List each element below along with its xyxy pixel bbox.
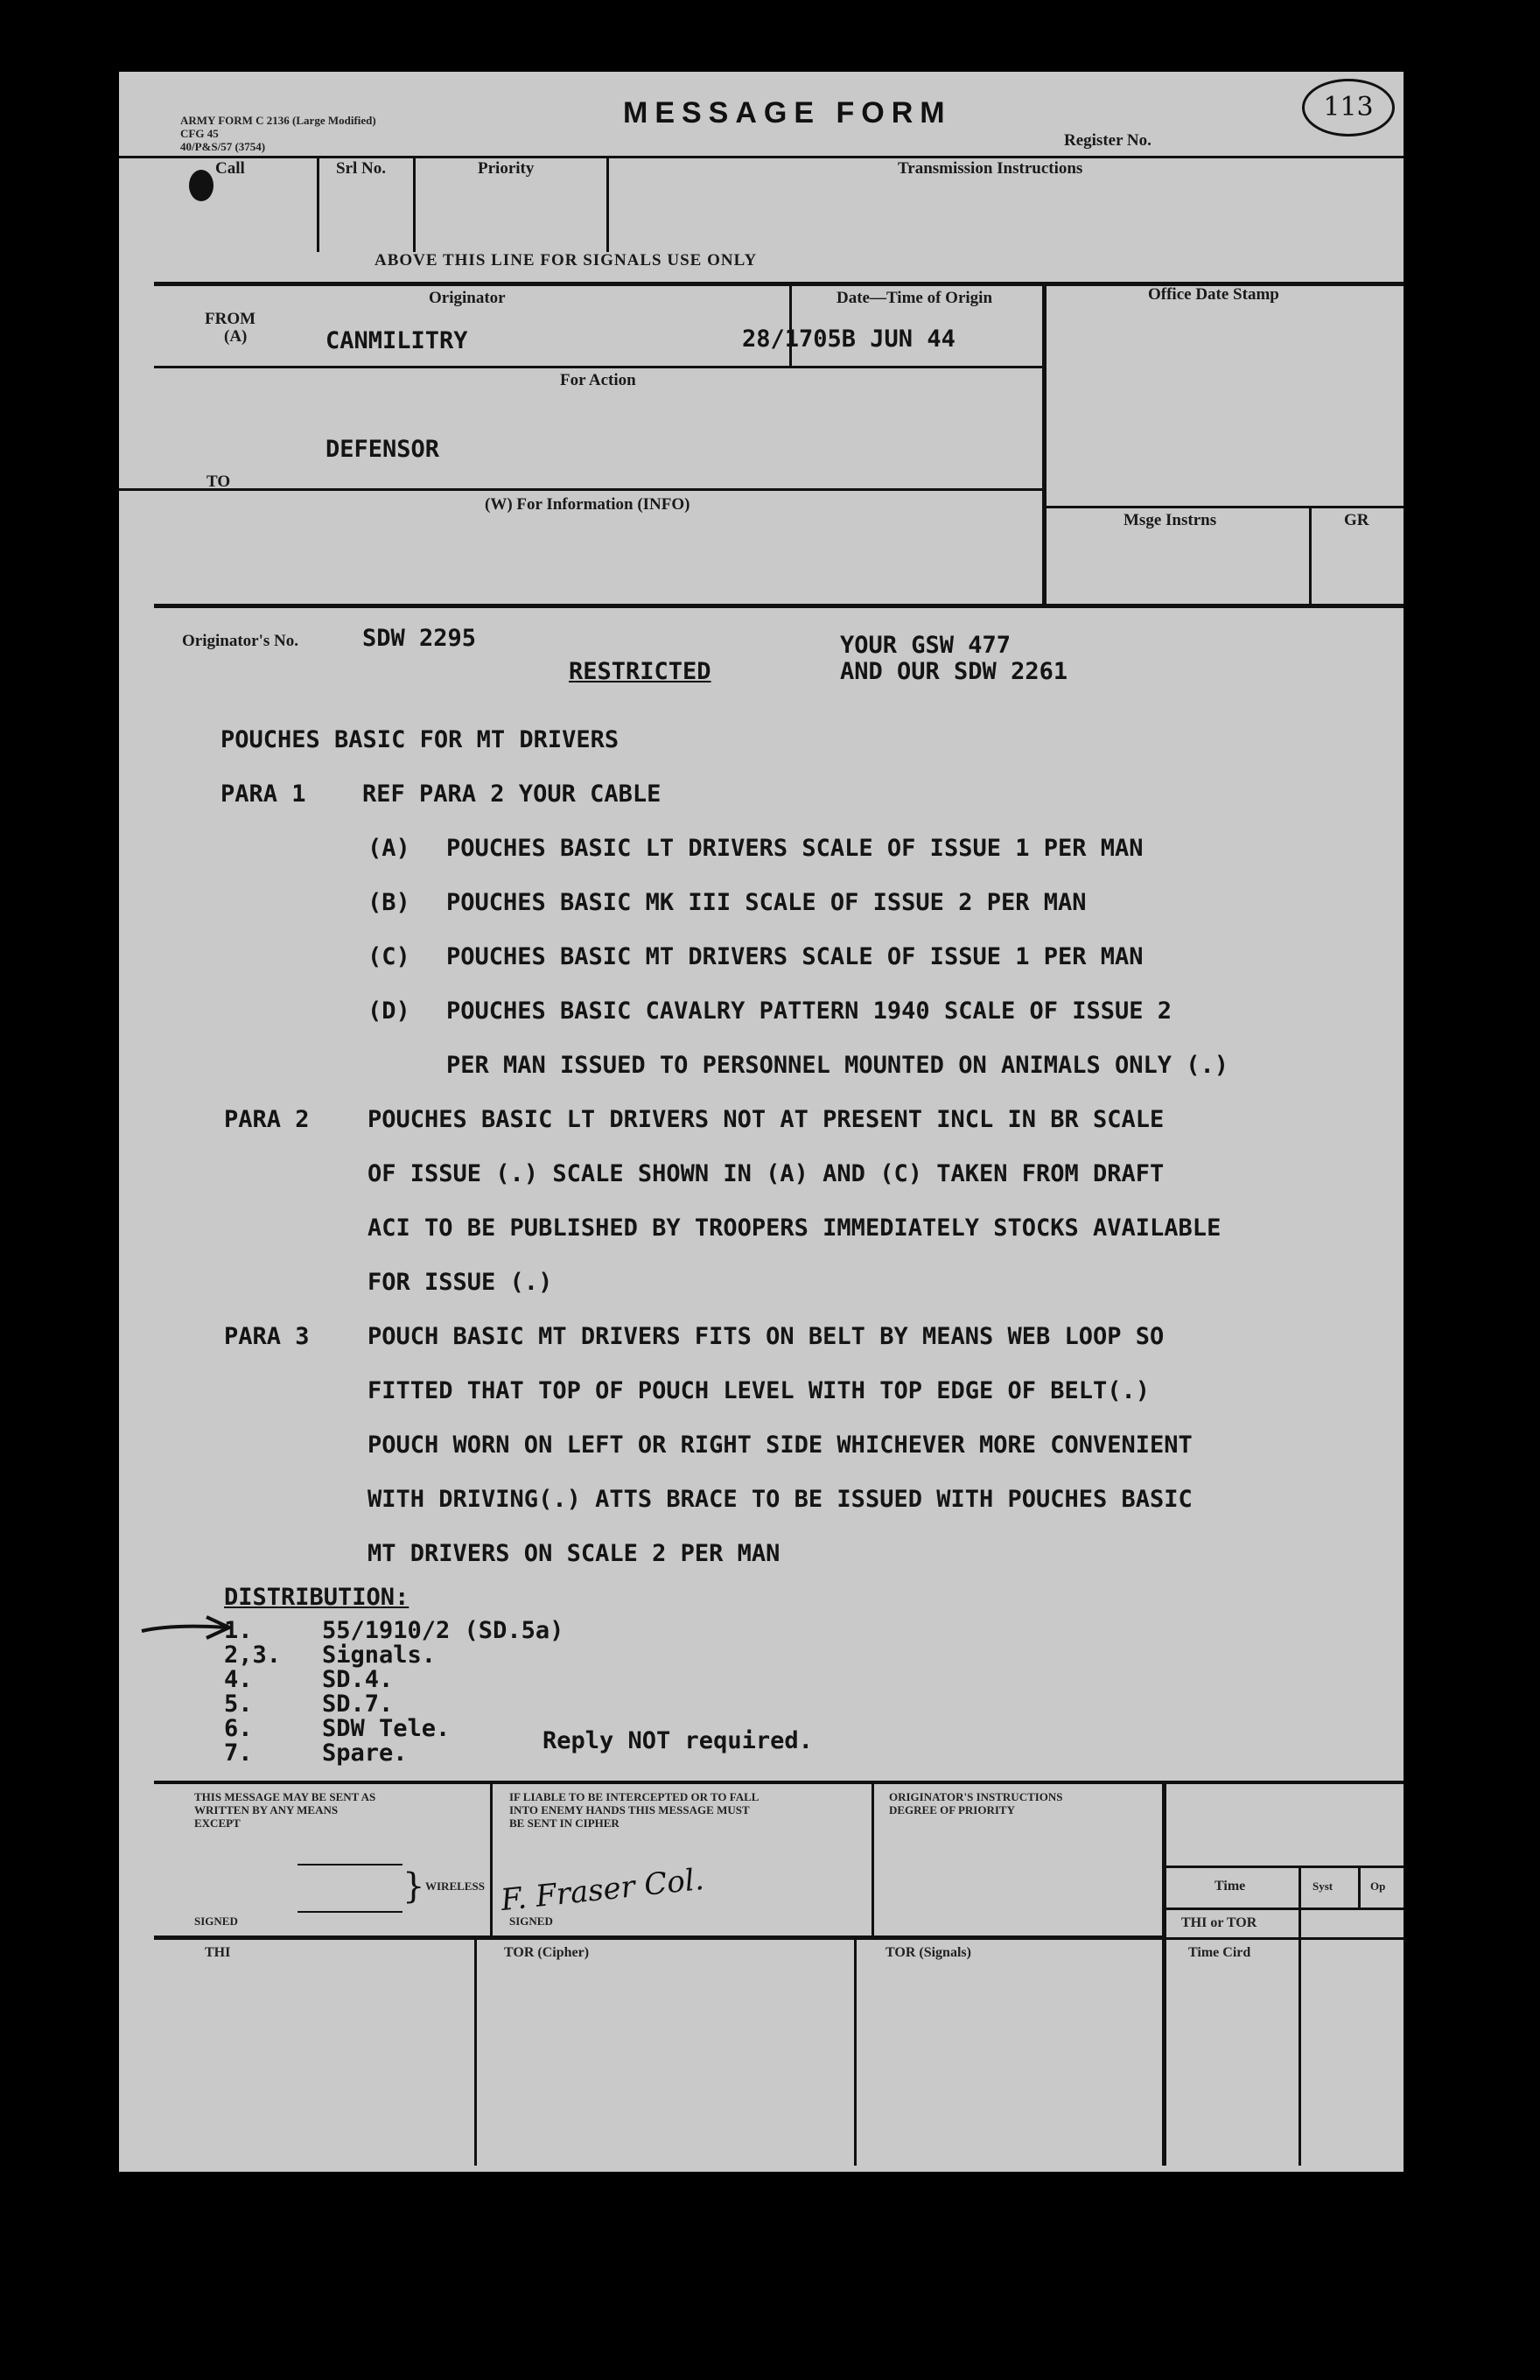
divider bbox=[1358, 1866, 1361, 1909]
form-id-block bbox=[180, 114, 376, 153]
para1-label: PARA 1 bbox=[220, 780, 306, 808]
distribution-entry: Signals. bbox=[322, 1642, 437, 1669]
item-text: POUCHES BASIC MK III SCALE OF ISSUE 2 PER MAN bbox=[446, 889, 1087, 916]
divider bbox=[1298, 1866, 1301, 2166]
msg-instrns-label: Msge Instrns bbox=[1124, 511, 1217, 529]
reply-note: Reply NOT required. bbox=[542, 1727, 813, 1754]
from-sub-label: (A) bbox=[224, 327, 248, 346]
distribution-entry: 55/1910/2 (SD.5a) bbox=[322, 1617, 564, 1644]
from-label: FROM bbox=[205, 310, 256, 328]
para2-line: ACI TO BE PUBLISHED BY TROOPERS IMMEDIATELY STOCKS AVAILABLE bbox=[368, 1214, 1222, 1242]
divider bbox=[606, 156, 609, 252]
cipher-note bbox=[509, 1790, 759, 1830]
divider bbox=[872, 1781, 874, 1938]
tor-cipher-label: TOR (Cipher) bbox=[504, 1945, 590, 1960]
distribution-entry: SDW Tele. bbox=[322, 1715, 451, 1742]
originator-instructions-line: ORIGINATOR'S INSTRUCTIONS bbox=[889, 1790, 1063, 1803]
divider bbox=[1166, 1908, 1404, 1910]
syst-label: Syst bbox=[1312, 1880, 1334, 1893]
distribution-num: 6. bbox=[224, 1715, 253, 1742]
thi-label: THI bbox=[205, 1945, 231, 1960]
send-note bbox=[194, 1790, 375, 1830]
priority-label: Priority bbox=[478, 159, 535, 178]
originator-instructions bbox=[889, 1790, 1063, 1816]
thick-divider bbox=[154, 604, 1404, 608]
date-time-value: 28/1705B JUN 44 bbox=[742, 326, 956, 353]
form-id-line: ARMY FORM C 2136 (Large Modified) bbox=[180, 114, 376, 127]
form-id-line: 40/P&S/57 (3754) bbox=[180, 140, 266, 153]
distribution-num: 5. bbox=[224, 1690, 253, 1718]
para2-line: POUCHES BASIC LT DRIVERS NOT AT PRESENT INCL IN BR SCALE bbox=[368, 1106, 1165, 1133]
reference-line: AND OUR SDW 2261 bbox=[840, 658, 1068, 685]
para3-line: FITTED THAT TOP OF POUCH LEVEL WITH TOP EDGE OF BELT(.) bbox=[368, 1377, 1151, 1404]
signed-label: SIGNED bbox=[194, 1914, 238, 1928]
send-note-line: EXCEPT bbox=[194, 1816, 241, 1830]
distribution-num: 4. bbox=[224, 1666, 253, 1693]
divider bbox=[1042, 282, 1046, 607]
date-time-origin-label: Date—Time of Origin bbox=[836, 289, 993, 307]
cipher-note-line: INTO ENEMY HANDS THIS MESSAGE MUST bbox=[509, 1803, 750, 1816]
divider bbox=[413, 156, 416, 252]
office-date-stamp-label: Office Date Stamp bbox=[1148, 285, 1279, 304]
transmission-instructions-label: Transmission Instructions bbox=[898, 159, 1083, 178]
distribution-num: 7. bbox=[224, 1740, 253, 1767]
para3-line: MT DRIVERS ON SCALE 2 PER MAN bbox=[368, 1540, 780, 1567]
thick-divider bbox=[154, 1936, 1162, 1940]
distribution-num: 1. bbox=[224, 1617, 253, 1644]
gr-label: GR bbox=[1344, 511, 1369, 529]
send-note-line: WRITTEN BY ANY MEANS bbox=[194, 1803, 339, 1816]
divider bbox=[789, 282, 792, 366]
divider bbox=[154, 366, 1046, 368]
time-cird-label: Time Cird bbox=[1188, 1945, 1251, 1960]
op-label: Op bbox=[1370, 1880, 1386, 1893]
wireless-field bbox=[298, 1864, 402, 1913]
divider bbox=[119, 488, 1046, 491]
item-text: POUCHES BASIC MT DRIVERS SCALE OF ISSUE 1 PER MAN bbox=[446, 943, 1144, 970]
para3-line: POUCH WORN ON LEFT OR RIGHT SIDE WHICHEVER MORE CONVENIENT bbox=[368, 1432, 1193, 1459]
divider bbox=[490, 1781, 493, 1938]
to-label: TO bbox=[206, 472, 231, 491]
call-label: Call bbox=[215, 159, 245, 178]
ink-blot-icon bbox=[189, 170, 214, 201]
tor-signals-label: TOR (Signals) bbox=[886, 1945, 971, 1960]
divider bbox=[154, 1781, 1404, 1784]
info-label: (W) For Information (INFO) bbox=[485, 495, 690, 514]
originator-instructions-line: DEGREE OF PRIORITY bbox=[889, 1803, 1015, 1816]
cipher-note-line: IF LIABLE TO BE INTERCEPTED OR TO FALL bbox=[509, 1790, 760, 1803]
send-note-line: THIS MESSAGE MAY BE SENT AS bbox=[194, 1790, 376, 1803]
signals-use-note: ABOVE THIS LINE FOR SIGNALS USE ONLY bbox=[374, 251, 758, 270]
thi-tor-label: THI or TOR bbox=[1181, 1915, 1257, 1930]
para2-line: OF ISSUE (.) SCALE SHOWN IN (A) AND (C) TAKEN FROM DRAFT bbox=[368, 1160, 1165, 1187]
brace-icon: } bbox=[402, 1866, 425, 1907]
divider bbox=[1046, 506, 1404, 508]
para3-line: WITH DRIVING(.) ATTS BRACE TO BE ISSUED WITH POUCHES BASIC bbox=[368, 1486, 1193, 1513]
distribution-heading: DISTRIBUTION: bbox=[224, 1584, 410, 1611]
distribution-num: 2,3. bbox=[224, 1642, 282, 1669]
for-action-label: For Action bbox=[560, 371, 636, 389]
divider bbox=[854, 1938, 857, 2166]
divider bbox=[1166, 1866, 1404, 1868]
para2-line: FOR ISSUE (.) bbox=[368, 1269, 553, 1296]
para3-line: POUCH BASIC MT DRIVERS FITS ON BELT BY MEANS WEB LOOP SO bbox=[368, 1323, 1165, 1350]
folio-number-circle: 113 bbox=[1302, 79, 1395, 136]
message-form-sheet bbox=[119, 72, 1404, 2172]
srl-no-label: Srl No. bbox=[336, 159, 386, 178]
item-key: (D) bbox=[368, 998, 410, 1025]
item-key: (B) bbox=[368, 889, 410, 916]
wireless-label: WIRELESS bbox=[425, 1880, 485, 1893]
cipher-note-line: BE SENT IN CIPHER bbox=[509, 1816, 620, 1830]
para1-intro: REF PARA 2 YOUR CABLE bbox=[362, 780, 662, 808]
divider bbox=[317, 156, 319, 252]
originators-no-label: Originator's No. bbox=[182, 632, 298, 650]
divider bbox=[1166, 1937, 1404, 1940]
divider bbox=[1162, 1781, 1166, 2166]
signed-label: SIGNED bbox=[509, 1914, 553, 1928]
para2-label: PARA 2 bbox=[224, 1106, 310, 1133]
item-key: (A) bbox=[368, 835, 410, 862]
item-text: POUCHES BASIC CAVALRY PATTERN 1940 SCALE OF ISSUE 2 bbox=[446, 998, 1172, 1025]
originators-no-value: SDW 2295 bbox=[362, 625, 477, 652]
para3-label: PARA 3 bbox=[224, 1323, 310, 1350]
originator-label: Originator bbox=[429, 289, 506, 307]
divider bbox=[119, 156, 1404, 158]
originator-value: CANMILITRY bbox=[326, 327, 468, 354]
form-title: MESSAGE FORM bbox=[623, 96, 952, 130]
divider bbox=[1309, 506, 1312, 607]
reference-line: YOUR GSW 477 bbox=[840, 632, 1012, 659]
register-no-label: Register No. bbox=[1064, 131, 1152, 150]
arrow-annotation-icon bbox=[138, 1614, 234, 1643]
time-label: Time bbox=[1214, 1879, 1246, 1894]
signature: F. Fraser Col. bbox=[499, 1861, 706, 1919]
item-key: (C) bbox=[368, 943, 410, 970]
distribution-entry: SD.4. bbox=[322, 1666, 394, 1693]
item-text: POUCHES BASIC LT DRIVERS SCALE OF ISSUE 1 PER MAN bbox=[446, 835, 1144, 862]
form-id-line: CFG 45 bbox=[180, 127, 219, 140]
subject: POUCHES BASIC FOR MT DRIVERS bbox=[220, 726, 620, 753]
to-value: DEFENSOR bbox=[326, 436, 440, 463]
item-continuation: PER MAN ISSUED TO PERSONNEL MOUNTED ON ANIMALS ONLY (.) bbox=[446, 1052, 1229, 1079]
distribution-entry: Spare. bbox=[322, 1740, 408, 1767]
classification: RESTRICTED bbox=[569, 658, 711, 685]
divider bbox=[474, 1938, 477, 2166]
distribution-entry: SD.7. bbox=[322, 1690, 394, 1718]
